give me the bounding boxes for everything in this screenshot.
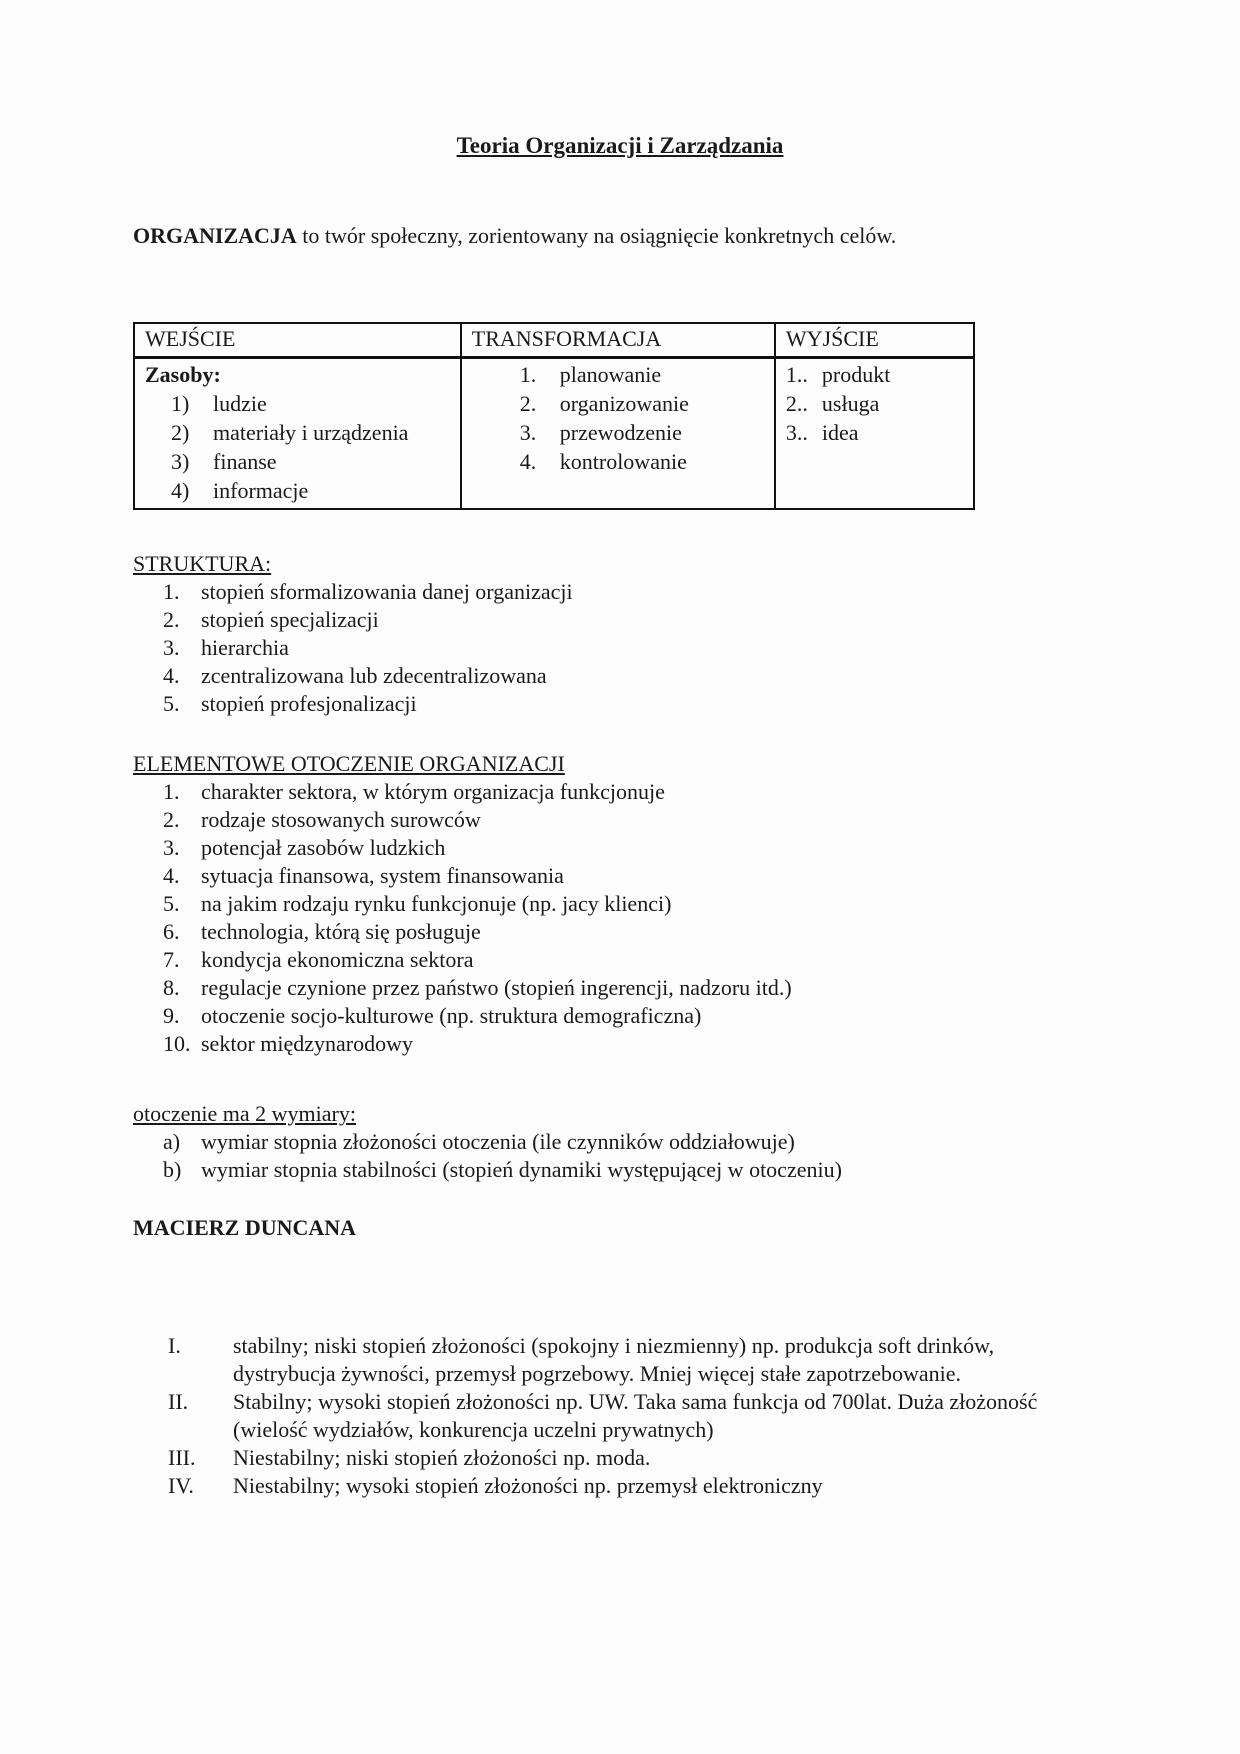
list-marker: I.	[168, 1333, 181, 1358]
list-marker: 3.	[163, 835, 180, 860]
list-marker: 7.	[163, 947, 180, 972]
duncan-list	[168, 1332, 1107, 1500]
input-cell	[134, 358, 461, 510]
structure-heading-text: STRUKTURA:	[133, 551, 272, 576]
transformation-cell	[461, 358, 775, 510]
list-item-text: produkt	[821, 362, 891, 387]
list-marker: 1.	[519, 362, 537, 387]
structure-list	[163, 578, 1107, 718]
list-item	[163, 690, 1107, 718]
list-item	[168, 1332, 1107, 1388]
list-item	[168, 1444, 1107, 1472]
list-item-text: wymiar stopnia złożoności otoczenia (ile czynników oddziałowuje)	[201, 1129, 795, 1154]
list-marker: 3)	[171, 449, 190, 474]
list-item	[163, 778, 1107, 806]
list-marker: IV.	[168, 1473, 194, 1498]
intro-text: to twór społeczny, zorientowany na osiągnięcie konkretnych celów.	[296, 223, 897, 248]
list-marker: 1.	[163, 779, 180, 804]
list-item-text: idea	[821, 420, 859, 445]
list-marker: b)	[163, 1157, 182, 1182]
list-marker: 2.	[163, 607, 180, 632]
table-header-input: WEJŚCIE	[134, 323, 461, 358]
list-marker: 1..	[785, 362, 808, 387]
page-title-text: Teoria Organizacji i Zarządzania	[456, 133, 784, 158]
list-item-text: finanse	[213, 449, 277, 474]
input-cell-title: Zasoby:	[145, 362, 221, 387]
list-item-text: hierarchia	[201, 635, 289, 660]
list-item-text: organizowanie	[559, 391, 689, 416]
organization-io-table	[133, 322, 975, 510]
list-item	[786, 389, 963, 418]
list-item	[145, 389, 450, 418]
list-item	[163, 606, 1107, 634]
list-item	[163, 946, 1107, 974]
intro-paragraph	[133, 222, 1107, 250]
list-item	[472, 389, 764, 418]
list-item	[786, 360, 963, 389]
list-item	[163, 806, 1107, 834]
list-item	[163, 1156, 1107, 1184]
list-item-text: kondycja ekonomiczna sektora	[201, 947, 474, 972]
page-title	[133, 132, 1107, 160]
table-header-row	[134, 323, 974, 358]
list-marker: 4.	[519, 449, 537, 474]
list-item	[145, 418, 450, 447]
list-marker: 10.	[163, 1031, 191, 1056]
list-marker: 4.	[163, 663, 180, 688]
list-item	[163, 890, 1107, 918]
list-item-text: na jakim rodzaju rynku funkcjonuje (np. jacy klienci)	[201, 891, 672, 916]
list-item-text: usługa	[821, 391, 880, 416]
list-item-text: informacje	[213, 478, 309, 503]
duncan-heading: MACIERZ DUNCANA	[133, 1215, 357, 1240]
list-item	[145, 476, 450, 505]
environment-list	[163, 778, 1107, 1058]
list-item	[163, 974, 1107, 1002]
list-item-text: regulacje czynione przez państwo (stopień ingerencji, nadzoru itd.)	[201, 975, 792, 1000]
list-item-text: sektor międzynarodowy	[201, 1031, 413, 1056]
list-marker: 9.	[163, 1003, 180, 1028]
list-item-text: otoczenie socjo-kulturowe (np. struktura demograficzna)	[201, 1003, 702, 1028]
list-item-text: planowanie	[559, 362, 662, 387]
list-marker: 5.	[163, 891, 180, 916]
list-item	[163, 1128, 1107, 1156]
list-marker: 4)	[171, 478, 190, 503]
list-marker: 1)	[171, 391, 190, 416]
table-header-transformation: TRANSFORMACJA	[461, 323, 775, 358]
list-marker: 2.	[163, 807, 180, 832]
list-item	[163, 1002, 1107, 1030]
list-marker: 2)	[171, 420, 190, 445]
list-item	[163, 862, 1107, 890]
list-marker: 3.	[519, 420, 537, 445]
structure-heading	[133, 550, 1107, 578]
list-item	[168, 1388, 1107, 1444]
list-item-text: Niestabilny; wysoki stopień złożoności np. przemysł elektroniczny	[233, 1473, 823, 1498]
list-item-text: Niestabilny; niski stopień złożoności np. moda.	[233, 1445, 651, 1470]
list-item-text: stopień specjalizacji	[201, 607, 379, 632]
list-item-text: kontrolowanie	[559, 449, 687, 474]
table-body-row	[134, 358, 974, 510]
list-item-text: stopień profesjonalizacji	[201, 691, 417, 716]
list-marker: 8.	[163, 975, 180, 1000]
list-marker: 2.	[519, 391, 537, 416]
list-marker: 3..	[785, 420, 808, 445]
list-item-text: wymiar stopnia stabilności (stopień dynamiki występującej w otoczeniu)	[201, 1157, 842, 1182]
list-item	[168, 1472, 1107, 1500]
list-item-text: stopień sformalizowania danej organizacji	[201, 579, 573, 604]
list-item-text: sytuacja finansowa, system finansowania	[201, 863, 564, 888]
dimensions-heading	[133, 1100, 1107, 1128]
list-marker: 5.	[163, 691, 180, 716]
list-item	[163, 834, 1107, 862]
list-item	[163, 1030, 1107, 1058]
dimensions-heading-text: otoczenie ma 2 wymiary:	[133, 1101, 356, 1126]
list-item	[163, 918, 1107, 946]
output-cell	[775, 358, 974, 510]
list-item	[163, 634, 1107, 662]
list-item-text: technologia, którą się posługuje	[201, 919, 481, 944]
list-marker: 1.	[163, 579, 180, 604]
list-item	[472, 447, 764, 476]
list-item	[163, 662, 1107, 690]
list-item	[786, 418, 963, 447]
list-item-text: przewodzenie	[559, 420, 682, 445]
list-marker: 2..	[785, 391, 808, 416]
environment-heading	[133, 750, 1107, 778]
intro-term: ORGANIZACJA	[133, 223, 297, 248]
list-item-text: zcentralizowana lub zdecentralizowana	[201, 663, 547, 688]
list-marker: II.	[168, 1389, 189, 1414]
list-item-text: potencjał zasobów ludzkich	[201, 835, 446, 860]
list-item	[472, 360, 764, 389]
table-header-output: WYJŚCIE	[775, 323, 974, 358]
list-item-text: Stabilny; wysoki stopień złożoności np. UW. Taka sama funkcja od 700lat. Duża złożoność (wielość wydziałów, konkurencja uczelni prywatnych)	[233, 1389, 1038, 1442]
environment-heading-text: ELEMENTOWE OTOCZENIE ORGANIZACJI	[133, 751, 565, 776]
list-item	[472, 418, 764, 447]
list-marker: a)	[163, 1129, 181, 1154]
dimensions-list	[163, 1128, 1107, 1184]
list-marker: 3.	[163, 635, 180, 660]
list-item-text: ludzie	[213, 391, 267, 416]
list-item	[163, 578, 1107, 606]
list-marker: III.	[168, 1445, 196, 1470]
list-item-text: charakter sektora, w którym organizacja funkcjonuje	[201, 779, 665, 804]
list-item-text: materiały i urządzenia	[213, 420, 409, 445]
list-marker: 4.	[163, 863, 180, 888]
list-item	[145, 447, 450, 476]
list-item-text: stabilny; niski stopień złożoności (spokojny i niezmienny) np. produkcja soft drinków, dystrybucja żywności, przemysł pogrzebowy. Mniej więcej stałe zapotrzebowanie.	[233, 1333, 995, 1386]
list-marker: 6.	[163, 919, 180, 944]
list-item-text: rodzaje stosowanych surowców	[201, 807, 481, 832]
